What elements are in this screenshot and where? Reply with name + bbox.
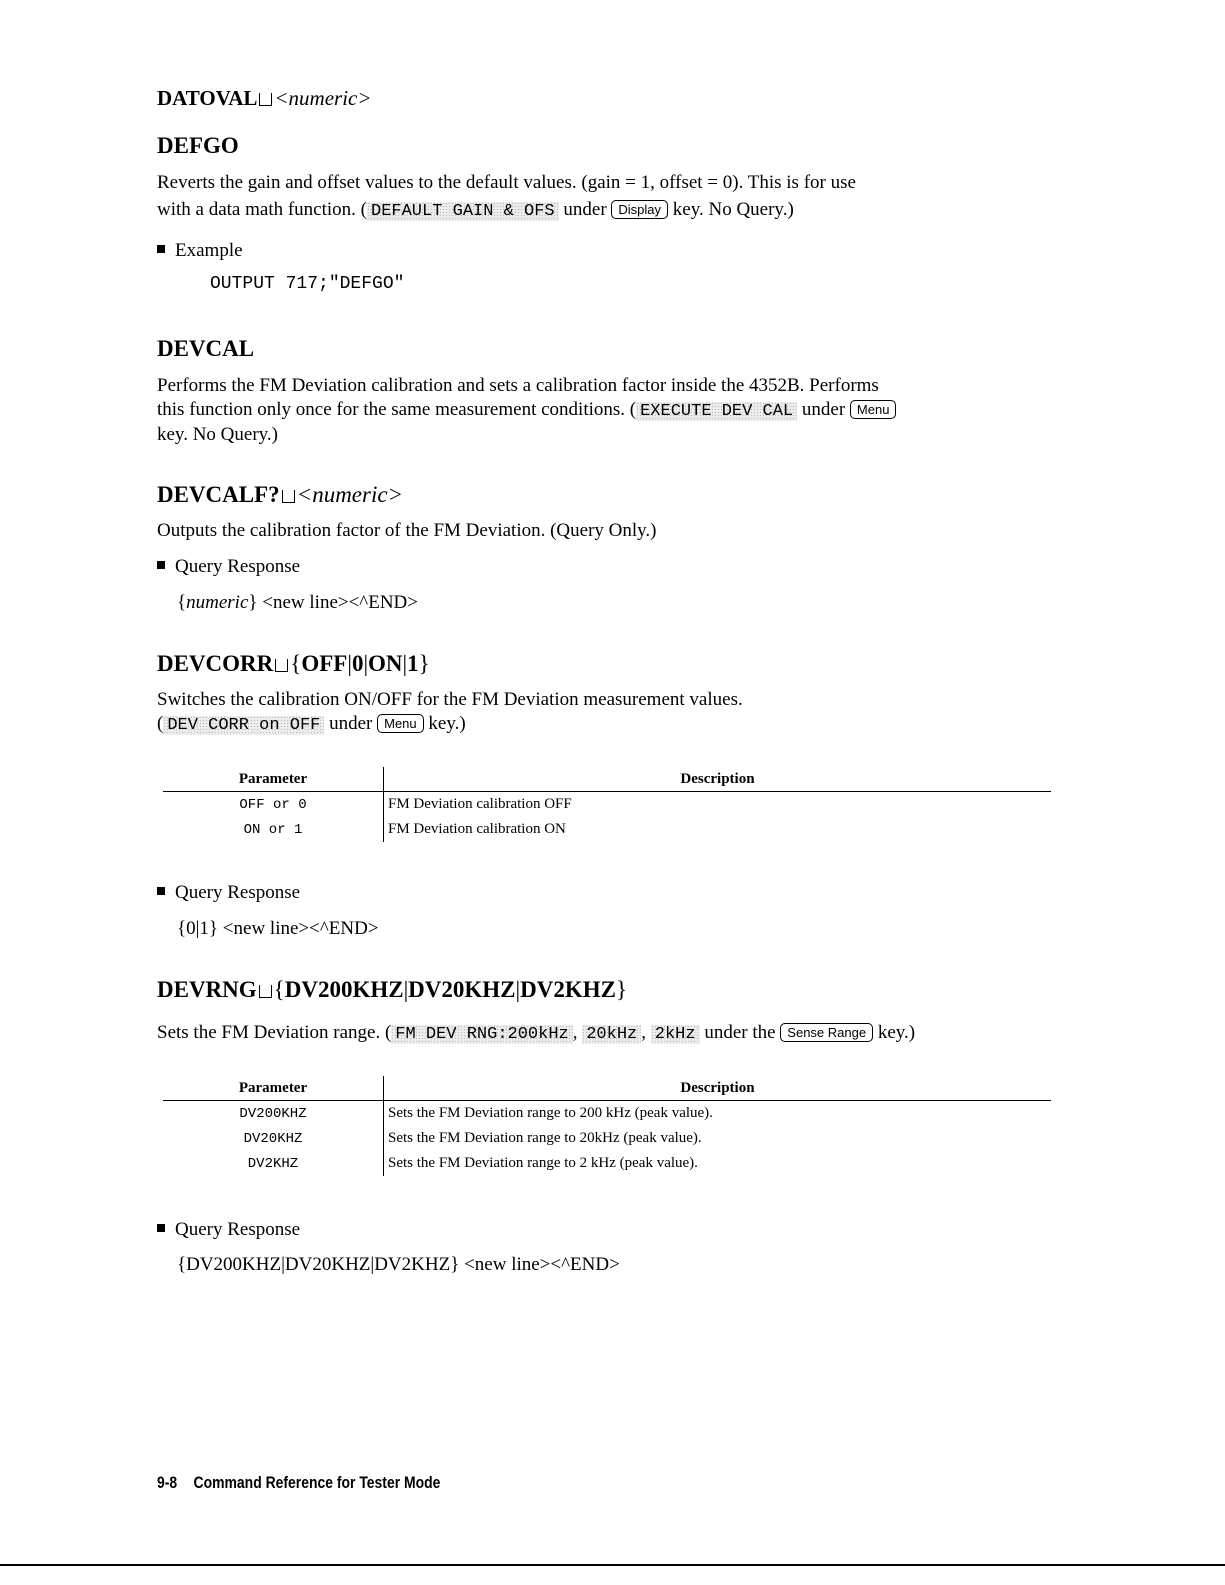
2khz-softkey[interactable]: 2kHz (651, 1025, 700, 1044)
menu-hardkey[interactable]: Menu (377, 714, 424, 733)
devcal-line-1: Performs the FM Deviation calibration and sets a calibration factor inside the 4352B. Performs (157, 375, 879, 396)
query-response-label: Query Response (175, 882, 301, 903)
devcorr-line-2 (157, 711, 1062, 738)
devrng-query-item (157, 1217, 1062, 1242)
description-cell: FM Deviation calibration OFF (388, 796, 572, 812)
datoval-heading (157, 84, 1062, 112)
defgo-line-1: Reverts the gain and offset values to the default values. (gain = 1, offset = 0). This is for use (157, 172, 856, 193)
defgo-line-2-post: key. No Query.) (668, 199, 794, 220)
parameter-cell: DV2KHZ (163, 1151, 384, 1176)
separator: , (641, 1022, 651, 1043)
devcorr-line-2-mid: under (324, 713, 378, 734)
devrng-line-1-pre: Sets the FM Deviation range. ( (157, 1022, 392, 1043)
description-column-header: Description (384, 1076, 1052, 1101)
query-response-label: Query Response (175, 556, 301, 577)
space-symbol-icon (259, 985, 272, 998)
defgo-line-2-pre: with a data math function. ( (157, 199, 367, 220)
devcalf-name: DEVCALF? (157, 482, 280, 507)
table-header-row (163, 1076, 1051, 1101)
devcal-line-3: key. No Query.) (157, 424, 278, 445)
devcorr-opt: OFF (301, 651, 348, 676)
table-row (163, 817, 1051, 842)
parameter-cell: DV20KHZ (163, 1126, 384, 1151)
parameter-cell: DV200KHZ (163, 1101, 384, 1127)
devcalf-response-type: numeric (186, 592, 249, 613)
devrng-name: DEVRNG (157, 977, 257, 1002)
bullet-square-icon (157, 245, 165, 253)
devcorr-parameter-table (163, 767, 1051, 842)
fm-dev-rng-200khz-softkey[interactable]: FM DEV RNG:200kHz (391, 1025, 572, 1044)
devcorr-line-1: Switches the calibration ON/OFF for the FM Deviation measurement values. (157, 689, 743, 710)
table-row (163, 1101, 1051, 1127)
example-label: Example (175, 240, 243, 261)
devcalf-response: {numeric} <new line><^END> (177, 592, 418, 613)
devrng-line-1-post: key.) (873, 1022, 916, 1043)
devcalf-response-tail: <new line><^END> (257, 592, 418, 613)
20khz-softkey[interactable]: 20kHz (582, 1025, 641, 1044)
devcal-line-2-pre: this function only once for the same measurement conditions. ( (157, 399, 637, 420)
defgo-example-item (157, 238, 1062, 263)
devcal-line-2 (157, 397, 1062, 424)
parameter-cell: OFF or 0 (163, 792, 384, 818)
devrng-opt: DV2KHZ (520, 977, 616, 1002)
devcorr-opt: 1 (407, 651, 419, 676)
defgo-line-2-mid: under (558, 199, 612, 220)
devcorr-line-2-pre: ( (157, 713, 164, 734)
space-symbol-icon (259, 93, 272, 106)
table-row (163, 792, 1051, 818)
devcalf-heading (157, 481, 1062, 509)
page-footer (157, 1473, 440, 1493)
devcal-line-2-mid: under (797, 399, 850, 420)
description-cell: Sets the FM Deviation range to 200 kHz (peak value). (388, 1105, 713, 1121)
space-symbol-icon (275, 659, 288, 672)
bottom-rule (0, 1564, 1225, 1566)
devcalf-arg: <numeric> (296, 482, 404, 507)
defgo-line-2 (157, 197, 1062, 224)
menu-hardkey[interactable]: Menu (850, 400, 897, 419)
display-hardkey[interactable]: Display (611, 200, 668, 219)
devrng-heading: DEVRNG {DV200KHZ|DV20KHZ|DV2KHZ} (157, 977, 628, 1002)
description-cell: Sets the FM Deviation range to 20kHz (peak value). (388, 1130, 702, 1146)
default-gain-ofs-softkey[interactable]: DEFAULT GAIN & OFS (367, 202, 559, 221)
footer-title: Command Reference for Tester Mode (193, 1473, 441, 1492)
devcorr-query-item (157, 880, 1062, 905)
devcorr-heading: DEVCORR {OFF|0|ON|1} (157, 651, 430, 676)
sense-range-hardkey[interactable]: Sense Range (780, 1023, 873, 1042)
devcorr-line-2-post: key.) (423, 713, 466, 734)
parameter-column-header: Parameter (163, 767, 384, 792)
devcalf-line-1: Outputs the calibration factor of the FM Deviation. (Query Only.) (157, 520, 657, 541)
bullet-square-icon (157, 887, 165, 895)
table-row (163, 1126, 1051, 1151)
page-number: 9-8 (157, 1473, 178, 1492)
defgo-title: DEFGO (157, 133, 239, 158)
parameter-column-header: Parameter (163, 1076, 384, 1101)
description-cell: Sets the FM Deviation range to 2 kHz (peak value). (388, 1155, 698, 1171)
table-row (163, 1151, 1051, 1176)
devrng-line-1 (157, 1020, 1062, 1047)
defgo-example-code: OUTPUT 717;"DEFGO" (210, 274, 405, 294)
devrng-opt: DV20KHZ (408, 977, 516, 1002)
description-column-header: Description (384, 767, 1052, 792)
devrng-line-1-mid: under the (699, 1022, 781, 1043)
execute-dev-cal-softkey[interactable]: EXECUTE DEV CAL (636, 402, 797, 421)
query-response-label: Query Response (175, 1219, 301, 1240)
devcorr-response: {0|1} <new line><^END> (177, 918, 379, 939)
separator: , (572, 1022, 583, 1043)
dev-corr-softkey[interactable]: DEV CORR on OFF (163, 716, 324, 735)
devrng-response: {DV200KHZ|DV20KHZ|DV2KHZ} <new line><^END> (177, 1254, 620, 1275)
datoval-arg: <numeric> (274, 86, 372, 110)
bullet-square-icon (157, 1224, 165, 1232)
devrng-opt: DV200KHZ (284, 977, 404, 1002)
table-header-row (163, 767, 1051, 792)
devrng-parameter-table (163, 1076, 1051, 1176)
bullet-square-icon (157, 561, 165, 569)
devcorr-opt: ON (368, 651, 403, 676)
parameter-cell: ON or 1 (163, 817, 384, 842)
description-cell: FM Deviation calibration ON (388, 821, 566, 837)
space-symbol-icon (282, 490, 295, 503)
devcal-title: DEVCAL (157, 336, 255, 361)
datoval-name: DATOVAL (157, 86, 258, 110)
devcorr-opt: 0 (351, 651, 364, 676)
devcorr-name: DEVCORR (157, 651, 274, 676)
devcalf-query-item (157, 554, 1062, 579)
